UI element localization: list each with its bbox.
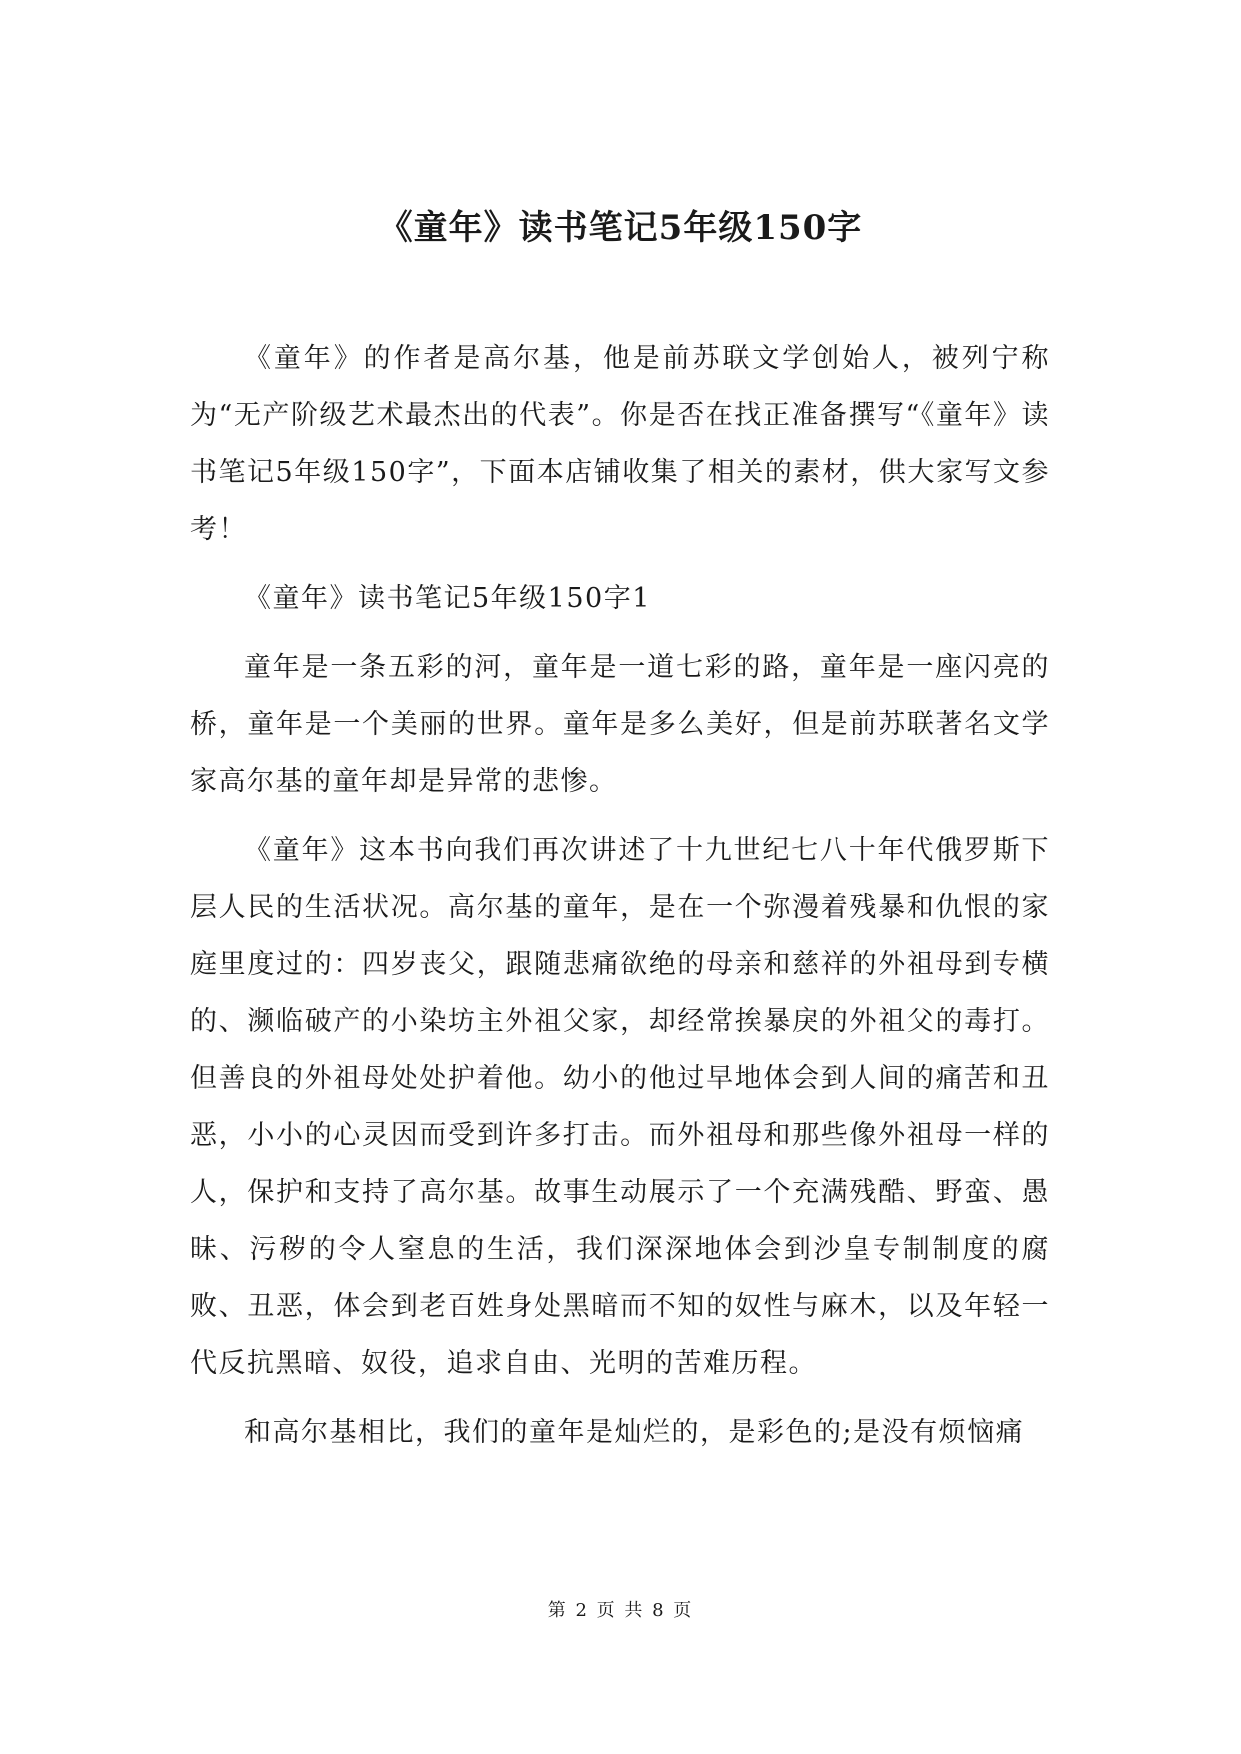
page-title: 《童年》读书笔记5年级150字: [378, 208, 863, 248]
paragraph-intro: 《童年》的作者是高尔基，他是前苏联文学创始人，被列宁称为“无产阶级艺术最杰出的代表”。你是否在找正准备撰写“《童年》读书笔记5年级150字”，下面本店铺收集了相关的素材，供大家写文参考！: [190, 343, 1050, 545]
page-footer: 第 2 页 共 8 页: [547, 1600, 694, 1621]
paragraph: 《童年》这本书向我们再次讲述了十九世纪七八十年代俄罗斯下层人民的生活状况。高尔基的童年，是在一个弥漫着残暴和仇恨的家庭里度过的：四岁丧父，跟随悲痛欲绝的母亲和慈祥的外祖母到专横的、濒临破产的小染坊主外祖父家，却经常挨暴戾的外祖父的毒打。但善良的外祖母处处护着他。幼小的他过早地体会到人间的痛苦和丑恶，小小的心灵因而受到许多打击。而外祖母和那些像外祖母一样的人，保护和支持了高尔基。故事生动展示了一个充满残酷、野蛮、愚昧、污秽的令人窒息的生活，我们深深地体会到沙皇专制制度的腐败、丑恶，体会到老百姓身处黑暗而不知的奴性与麻木，以及年轻一代反抗黑暗、奴役，追求自由、光明的苦难历程。: [190, 835, 1050, 1379]
paragraph: 和高尔基相比，我们的童年是灿烂的，是彩色的;是没有烦恼痛: [244, 1417, 1025, 1448]
document-body: [190, 330, 1050, 1473]
paragraph-subheading: 《童年》读书笔记5年级150字1: [244, 583, 651, 614]
paragraph: 童年是一条五彩的河，童年是一道七彩的路，童年是一座闪亮的桥，童年是一个美丽的世界。童年是多么美好，但是前苏联著名文学家高尔基的童年却是异常的悲惨。: [190, 652, 1050, 797]
